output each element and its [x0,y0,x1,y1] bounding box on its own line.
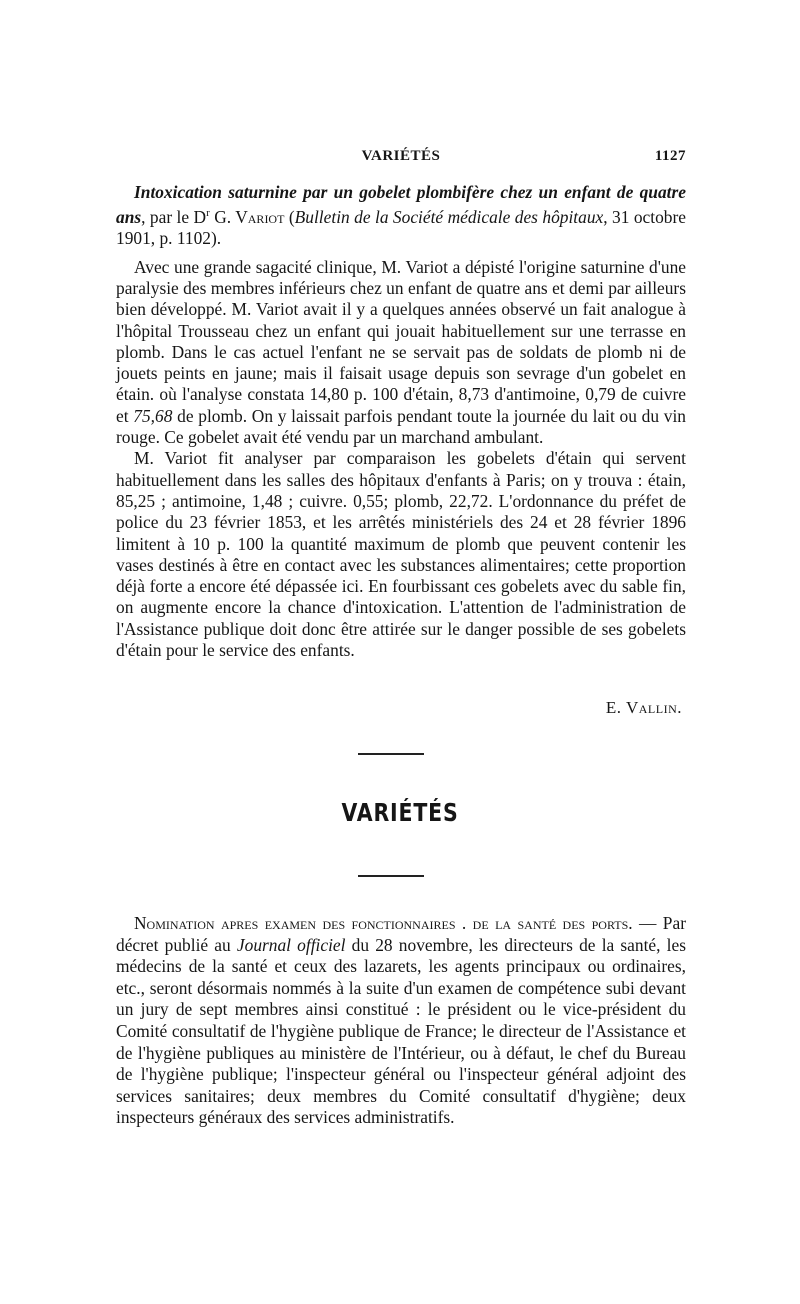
paragraph-1-italic-value: 75,68 [133,405,173,426]
running-head-title: VARIÉTÉS [361,148,441,164]
nomination-text-after: du 28 novembre, les directeurs de la santé, les médecins de la santé et ceux des lazarets, les agents principaux ou ordinaires, etc., seront désormais nommés à la suite d'un examen de compétence subi devant un jury de sept membres ainsi constitué : le président ou le vice-président du Comité consultatif de l'hygiène publique de France; le directeur de l'Assistance et de l'hygiène publiques au ministère de l'Intérieur, ou à défaut, le chef du Bureau de l'hygiène publique; l'inspecteur général ou l'inspecteur général adjoint des services sanitaires; deux membres du Comité consultatif d'hygiène; deux inspecteurs généraux des services administratifs. [116,934,686,1128]
nomination-text-before: — Par décret publié au [116,913,686,955]
article-nomination [116,913,686,1129]
article-signature: E. Vallin. [605,698,682,717]
nomination-lead: Nomination apres examen des fonctionnaires . de la santé des ports. [134,913,633,933]
article-heading [116,182,686,250]
section-title: VARIÉTÉS [341,798,459,827]
article-heading-title: Intoxication saturnine par un gobelet plombifère chez un enfant de quatre ans [116,182,686,228]
article-heading-source-close: , 31 octobre 1901, p. 1102). [116,207,686,249]
running-head [116,148,686,172]
paragraph-1-end: de plomb. On y laissait parfois pendant toute la journée du lait ou du vin rouge. Ce gobelet avait été vendu par un marchand ambulant. [116,405,686,448]
article-intoxication [116,182,686,661]
paragraph-1-text: Avec une grande sagacité clinique, M. Variot a dépisté l'origine saturnine d'une paralysie des membres inférieurs chez un enfant de quatre ans et demi par ailleurs bien développé. M. Variot avait il y a quelques années observé un fait analogue à l'hôpital Trousseau chez un enfant qui jouait habituellement sur une terrasse en plomb. Dans le cas actuel l'enfant ne se servait pas de soldats de plomb ni de jouets peints en jaune; mais il faisait usage depuis son sevrage d'un gobelet en étain. où l'analyse constata 14,80 p. 100 d'étain, 8,73 d'antimoine, 0,79 de cuivre et [116,256,686,426]
page-number: 1127 [654,148,686,164]
section-rule-top [358,753,424,755]
section-rule-bottom [358,875,424,877]
article-paragraph-2: M. Variot fit analyser par comparaison les gobelets d'étain qui servent habituellement dans les salles des hôpitaux d'enfants à Paris; on y trouva : étain, 85,25 ; antimoine, 1,48 ; cuivre. 0,55; plomb, 22,72. L'ordonnance du préfet de police du 23 février 1853, et les arrêtés ministériels des 24 et 28 février 1896 limitent à 10 p. 100 la quantité maximum de plomb que peuvent contenir les vases destinés à être en contact avec les substances alimentaires; cette proportion déjà forte a encore été dépassée ici. En fourbissant ces gobelets avec du sable fin, on augmente encore la chance d'intoxication. L'attention de l'administration de l'Assistance publique doit donc être attirée sur le danger possible de ses gobelets d'étain pour le service des enfants. [116,448,686,661]
journal-officiel: Journal officiel [236,934,346,955]
article-heading-source-open: ( [284,207,295,228]
article-heading-by: , par le D [141,207,207,228]
article-heading-author: G. Variot [209,207,285,228]
nomination-paragraph [116,913,686,1129]
article-heading-sup: r [206,207,210,220]
article-paragraph-1 [116,257,686,449]
article-heading-source: Bulletin de la Société médicale des hôpitaux [294,207,604,228]
